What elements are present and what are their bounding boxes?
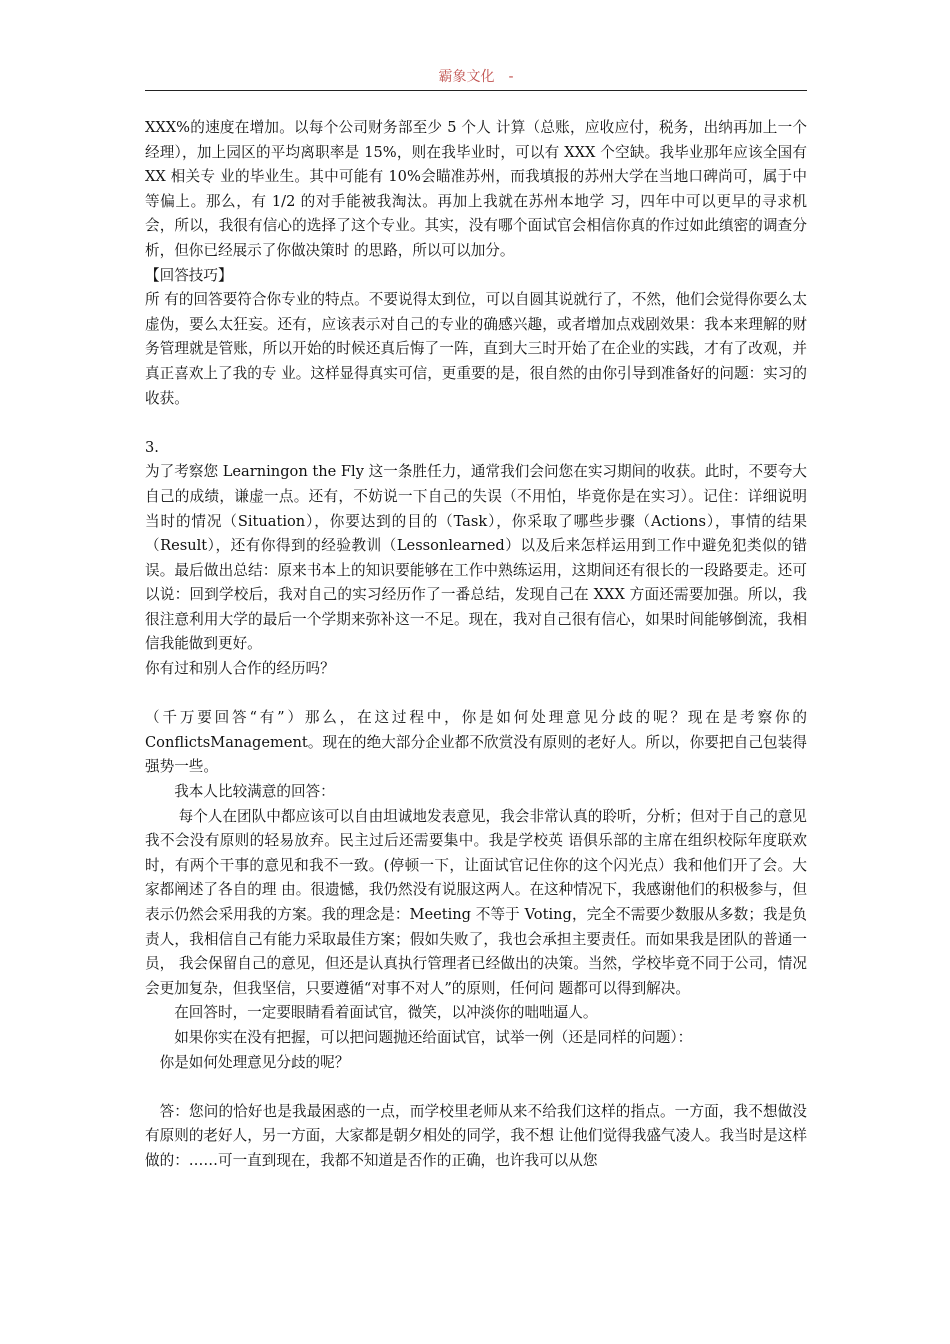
- blank-line: [145, 1075, 807, 1100]
- section-heading-answer-tips: 【回答技巧】: [145, 266, 233, 284]
- paragraph-satisfied-answer-label: 我本人比较满意的回答：: [174, 783, 335, 801]
- question-cooperation: 你有过和别人合作的经历吗？: [145, 660, 335, 678]
- paragraph-final-answer: 答：您问的恰好也是我最困惑的一点，而学校里老师从来不给我们这样的指点。一方面，我不想做没有原则的老好人，另一方面，大家都是朝夕相处的同学，我不想 让他们觉得我盛气凌人。我当时是这样做的：……可一直到现在，我都不知道是否作的正确，也许我可以从您: [145, 1102, 807, 1169]
- paragraph-internship: 为了考察您 Learningon the Fly 这一条胜任力，通常我们会问您在实习期间的收获。此时，不要夸大自己的成绩，谦虚一点。还有，不妨说一下自己的失误（不用怕，毕竟你是在实习）。记住：详细说明当时的情况（Situation），你要达到的目的（Task），你采取了哪些步骤（Actions），事情的结果（Result），还有你得到的经验教训（Lessonlearned）以及后来怎样运用到工作中避免犯类似的错误。最后做出总结：原来书本上的知识要能够在工作中熟练运用，这期间还有很长的一段路要走。还可以说：回到学校后，我对自己的实习经历作了一番总结，发现自己在 XXX 方面还需要加强。所以，我很注意利用大学的最后一个学期来弥补这一不足。现在，我对自己很有信心，如果时间能够倒流，我相信我能做到更好。: [145, 463, 807, 653]
- paragraph-eye-contact-tip: 在回答时，一定要眼睛看着面试官，微笑，以冲淡你的咄咄逼人。: [174, 1004, 598, 1022]
- paragraph-conflict-intro: （千万要回答“有”）那么，在这过程中，你是如何处理意见分歧的呢？现在是考察你的 ConflictsManagement。现在的绝大部分企业都不欣赏没有原则的老好人。所以，你要把自己包装得强势一些。: [145, 709, 807, 776]
- page-header: 霸象文化 -: [438, 69, 514, 85]
- section-number: 3.: [145, 438, 159, 456]
- paragraph-answer-tips: 所 有的回答要符合你专业的特点。不要说得太到位，可以自圆其说就行了，不然，他们会觉得你要么太虚伪，要么太狂妄。还有，应该表示对自己的专业的确感兴趣，或者增加点戏剧效果：我本来理解的财务管理就是管账，所以开始的时候还真后悔了一阵，直到大三时开始了在企业的实践，才有了改观，并真正喜欢上了我的专 业。这样显得真实可信，更重要的是，很自然的由你引导到准备好的问题：实习的收获。: [145, 291, 807, 407]
- document-body: [145, 116, 807, 1174]
- blank-line: [145, 411, 807, 436]
- paragraph-return-question-tip: 如果你实在没有把握，可以把问题抛还给面试官，试举一例（还是同样的问题）：: [174, 1028, 693, 1046]
- question-disagreement: 你是如何处理意见分歧的呢？: [159, 1053, 350, 1071]
- blank-line: [145, 682, 807, 707]
- header-divider: [145, 90, 807, 91]
- paragraph-intro-continued: XXX%的速度在增加。以每个公司财务部至少 5 个人 计算（总账，应收应付，税务，出纳再加上一个经理），加上园区的平均离职率是 15%，则在我毕业时，可以有 XXX 个空缺。我毕业那年应该全国有 XX 相关专 业的毕业生。其中可能有 10%会瞄准苏州，而我填报的苏州大学在当地口碑尚可，属于中等偏上。那么，有 1/2 的对手能被我淘汰。再加上我就在苏州本地学 习，四年中可以更早的寻求机会，所以，我很有信心的选择了这个专业。其实，没有哪个面试官会相信你真的作过如此缜密的调查分析，但你已经展示了你做决策时 的思路，所以可以加分。: [145, 119, 807, 259]
- paragraph-team-answer: 每个人在团队中都应该可以自由坦诚地发表意见，我会非常认真的聆听，分析；但对于自己的意见我不会没有原则的轻易放弃。民主过后还需要集中。我是学校英 语俱乐部的主席在组织校际年度联欢时，有两个干事的意见和我不一致。(停顿一下，让面试官记住你的这个闪光点）我和他们开了会。大家都阐述了各自的理 由。很遗憾，我仍然没有说服这两人。在这种情况下，我感谢他们的积极参与，但表示仍然会采用我的方案。我的理念是：Meeting 不等于 Voting，完全不需要少数服从多数；我是负责人，我相信自己有能力采取最佳方案；假如失败了，我也会承担主要责任。而如果我是团队的普通一员， 我会保留自己的意见，但还是认真执行管理者已经做出的决策。当然，学校毕竟不同于公司，情况会更加复杂，但我坚信，只要遵循“对事不对人”的原则，任何问 题都可以得到解决。: [145, 807, 807, 997]
